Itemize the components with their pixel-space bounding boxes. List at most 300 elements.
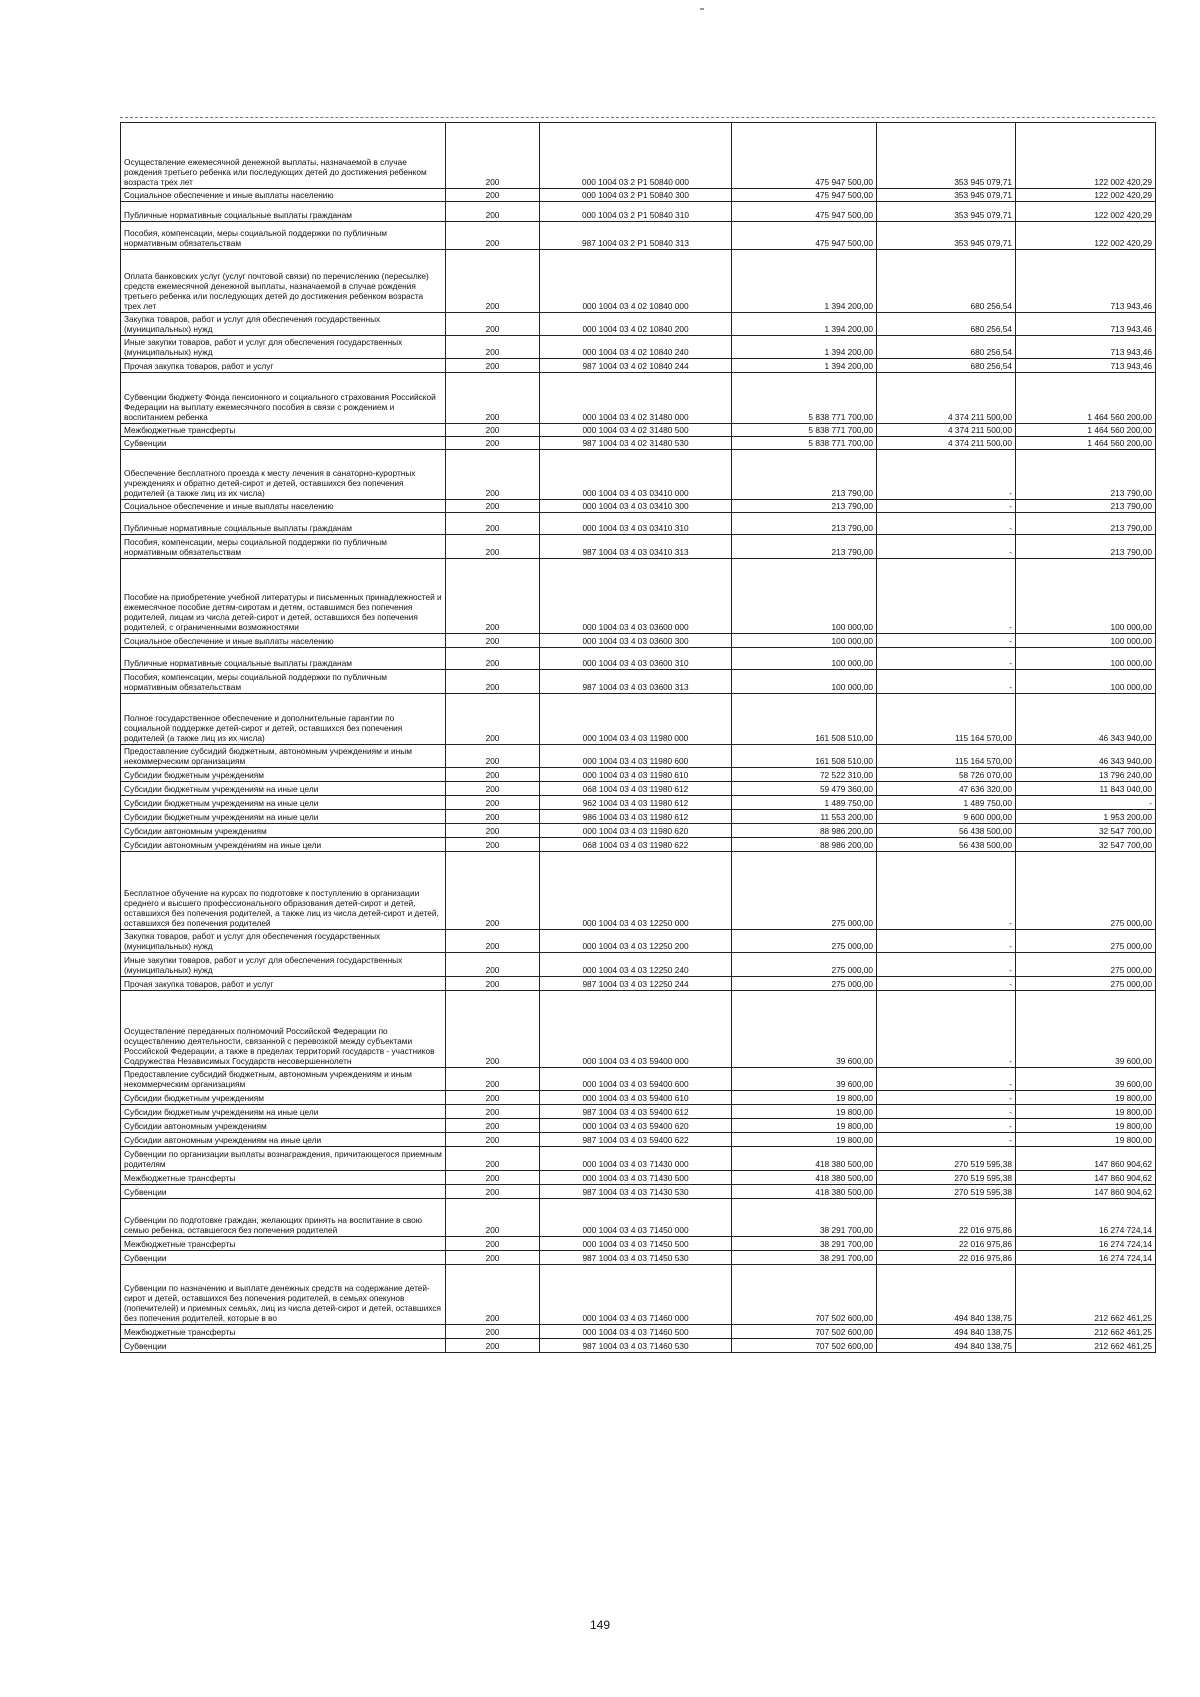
row-kbk-cell: 000 1004 03 4 03 12250 200 [540, 930, 732, 953]
row-approved-cell: 5 838 771 700,00 [732, 373, 877, 424]
table-row [121, 953, 1156, 977]
table-row [121, 852, 1156, 930]
row-code-cell: 200 [446, 1105, 540, 1119]
table-row [121, 810, 1156, 824]
row-kbk-cell: 000 1004 03 4 03 03600 300 [540, 634, 732, 648]
row-name-cell: Субсидии автономным учреждениям на иные цели [121, 838, 446, 852]
table-row [121, 694, 1156, 745]
row-approved-cell: 39 600,00 [732, 1068, 877, 1091]
row-executed-cell: 353 945 079,71 [877, 202, 1016, 222]
table-row [121, 437, 1156, 450]
row-remaining-cell: 122 002 420,29 [1016, 202, 1156, 222]
table-row [121, 991, 1156, 1068]
row-executed-cell: 270 519 595,38 [877, 1185, 1016, 1199]
row-kbk-cell: 987 1004 03 4 03 59400 612 [540, 1105, 732, 1119]
row-code-cell: 200 [446, 953, 540, 977]
row-remaining-cell: 213 790,00 [1016, 513, 1156, 535]
row-kbk-cell: 986 1004 03 4 03 11980 612 [540, 810, 732, 824]
row-name-cell: Субвенции по организации выплаты вознаграждения, причитающегося приемным родителям [121, 1147, 446, 1171]
row-code-cell: 200 [446, 450, 540, 500]
row-name-cell: Социальное обеспечение и иные выплаты населению [121, 189, 446, 202]
row-code-cell: 200 [446, 1147, 540, 1171]
table-row [121, 1339, 1156, 1353]
row-executed-cell: 270 519 595,38 [877, 1147, 1016, 1171]
table-row [121, 123, 1156, 189]
row-executed-cell: 353 945 079,71 [877, 189, 1016, 202]
table-row [121, 373, 1156, 424]
row-name-cell: Публичные нормативные социальные выплаты гражданам [121, 513, 446, 535]
row-code-cell: 200 [446, 559, 540, 634]
row-kbk-cell: 000 1004 03 4 03 11980 600 [540, 745, 732, 768]
row-name-cell: Осуществление переданных полномочий Российской Федерации по осуществлению деятельности, связанной с перевозкой между субъектами Российской Федерации, а также в пределах территорий государств - участников Содружества Независимых Государств несовершеннолетн [121, 991, 446, 1068]
row-kbk-cell: 987 1004 03 4 03 71460 530 [540, 1339, 732, 1353]
row-executed-cell: 22 016 975,86 [877, 1199, 1016, 1237]
row-remaining-cell: 19 800,00 [1016, 1105, 1156, 1119]
row-name-cell: Субсидии бюджетным учреждениям на иные цели [121, 796, 446, 810]
row-code-cell: 200 [446, 1199, 540, 1237]
row-name-cell: Пособия, компенсации, меры социальной поддержки по публичным нормативным обязательствам [121, 535, 446, 559]
row-approved-cell: 5 838 771 700,00 [732, 424, 877, 437]
row-remaining-cell: 39 600,00 [1016, 1068, 1156, 1091]
row-approved-cell: 213 790,00 [732, 500, 877, 513]
row-remaining-cell: 46 343 940,00 [1016, 745, 1156, 768]
row-executed-cell: 22 016 975,86 [877, 1237, 1016, 1251]
table-row [121, 1199, 1156, 1237]
row-kbk-cell: 987 1004 03 4 02 10840 244 [540, 359, 732, 373]
page-number: 149 [589, 1618, 611, 1632]
row-kbk-cell: 987 1004 03 2 P1 50840 313 [540, 222, 732, 250]
row-approved-cell: 707 502 600,00 [732, 1325, 877, 1339]
table-row [121, 1147, 1156, 1171]
row-executed-cell: 680 256,54 [877, 313, 1016, 336]
row-approved-cell: 161 508 510,00 [732, 694, 877, 745]
row-remaining-cell: 713 943,46 [1016, 359, 1156, 373]
row-name-cell: Предоставление субсидий бюджетным, автономным учреждениям и иным некоммерческим организациям [121, 745, 446, 768]
table-row [121, 559, 1156, 634]
row-approved-cell: 418 380 500,00 [732, 1171, 877, 1185]
row-remaining-cell: 275 000,00 [1016, 953, 1156, 977]
row-name-cell: Субсидии бюджетным учреждениям [121, 1091, 446, 1105]
row-approved-cell: 418 380 500,00 [732, 1147, 877, 1171]
row-name-cell: Межбюджетные трансферты [121, 1171, 446, 1185]
table-row [121, 782, 1156, 796]
table-row [121, 1091, 1156, 1105]
row-remaining-cell: 13 796 240,00 [1016, 768, 1156, 782]
row-remaining-cell: 275 000,00 [1016, 977, 1156, 991]
row-approved-cell: 275 000,00 [732, 930, 877, 953]
row-executed-cell: 494 840 138,75 [877, 1265, 1016, 1325]
row-kbk-cell: 000 1004 03 4 03 71460 500 [540, 1325, 732, 1339]
table-row [121, 250, 1156, 313]
row-remaining-cell: 212 662 461,25 [1016, 1325, 1156, 1339]
row-executed-cell: 115 164 570,00 [877, 745, 1016, 768]
row-name-cell: Субвенции по назначению и выплате денежных средств на содержание детей-сирот и детей, оставшихся без попечения родителей, в семьях опекунов (попечителей) и приемных семьях, лиц из числа детей-сирот и детей, оставшихся без попечения родителей, которые в во [121, 1265, 446, 1325]
row-approved-cell: 100 000,00 [732, 670, 877, 694]
row-kbk-cell: 000 1004 03 4 02 10840 200 [540, 313, 732, 336]
row-remaining-cell: 122 002 420,29 [1016, 222, 1156, 250]
row-approved-cell: 707 502 600,00 [732, 1339, 877, 1353]
row-name-cell: Субвенции [121, 437, 446, 450]
table-row [121, 838, 1156, 852]
row-name-cell: Публичные нормативные социальные выплаты гражданам [121, 202, 446, 222]
row-code-cell: 200 [446, 535, 540, 559]
table-row [121, 222, 1156, 250]
row-code-cell: 200 [446, 336, 540, 359]
row-code-cell: 200 [446, 782, 540, 796]
table-row [121, 450, 1156, 500]
row-remaining-cell: 100 000,00 [1016, 559, 1156, 634]
row-name-cell: Субсидии автономным учреждениям на иные цели [121, 1133, 446, 1147]
row-kbk-cell: 000 1004 03 4 03 71450 000 [540, 1199, 732, 1237]
row-approved-cell: 213 790,00 [732, 513, 877, 535]
row-kbk-cell: 987 1004 03 4 02 31480 530 [540, 437, 732, 450]
row-executed-cell: 58 726 070,00 [877, 768, 1016, 782]
row-approved-cell: 475 947 500,00 [732, 202, 877, 222]
row-remaining-cell: 32 547 700,00 [1016, 824, 1156, 838]
row-executed-cell: - [877, 1105, 1016, 1119]
table-row [121, 359, 1156, 373]
row-executed-cell: 680 256,54 [877, 250, 1016, 313]
row-remaining-cell: 32 547 700,00 [1016, 838, 1156, 852]
row-code-cell: 200 [446, 222, 540, 250]
table-row [121, 513, 1156, 535]
row-remaining-cell: 147 860 904,62 [1016, 1185, 1156, 1199]
row-code-cell: 200 [446, 634, 540, 648]
row-approved-cell: 100 000,00 [732, 559, 877, 634]
row-executed-cell: - [877, 559, 1016, 634]
table-row [121, 1105, 1156, 1119]
row-kbk-cell: 000 1004 03 4 02 31480 000 [540, 373, 732, 424]
row-name-cell: Субсидии бюджетным учреждениям на иные цели [121, 1105, 446, 1119]
row-approved-cell: 100 000,00 [732, 648, 877, 670]
row-approved-cell: 100 000,00 [732, 634, 877, 648]
row-approved-cell: 38 291 700,00 [732, 1199, 877, 1237]
row-approved-cell: 275 000,00 [732, 852, 877, 930]
row-executed-cell: - [877, 953, 1016, 977]
row-name-cell: Иные закупки товаров, работ и услуг для обеспечения государственных (муниципальных) нужд [121, 953, 446, 977]
row-approved-cell: 707 502 600,00 [732, 1265, 877, 1325]
table-row [121, 189, 1156, 202]
row-name-cell: Социальное обеспечение и иные выплаты населению [121, 634, 446, 648]
row-code-cell: 200 [446, 513, 540, 535]
row-executed-cell: - [877, 670, 1016, 694]
row-executed-cell: - [877, 991, 1016, 1068]
table-row [121, 1068, 1156, 1091]
row-code-cell: 200 [446, 1265, 540, 1325]
row-executed-cell: - [877, 513, 1016, 535]
row-executed-cell: 1 489 750,00 [877, 796, 1016, 810]
row-approved-cell: 475 947 500,00 [732, 189, 877, 202]
row-executed-cell: 115 164 570,00 [877, 694, 1016, 745]
row-kbk-cell: 987 1004 03 4 03 03600 313 [540, 670, 732, 694]
row-name-cell: Субсидии автономным учреждениям [121, 1119, 446, 1133]
row-remaining-cell: 1 464 560 200,00 [1016, 424, 1156, 437]
row-remaining-cell: - [1016, 796, 1156, 810]
row-remaining-cell: 122 002 420,29 [1016, 123, 1156, 189]
row-remaining-cell: 19 800,00 [1016, 1119, 1156, 1133]
row-name-cell: Социальное обеспечение и иные выплаты населению [121, 500, 446, 513]
row-approved-cell: 19 800,00 [732, 1119, 877, 1133]
row-kbk-cell: 000 1004 03 4 03 59400 600 [540, 1068, 732, 1091]
row-approved-cell: 88 986 200,00 [732, 824, 877, 838]
row-approved-cell: 475 947 500,00 [732, 123, 877, 189]
row-executed-cell: - [877, 852, 1016, 930]
row-code-cell: 200 [446, 500, 540, 513]
row-remaining-cell: 713 943,46 [1016, 336, 1156, 359]
row-remaining-cell: 212 662 461,25 [1016, 1339, 1156, 1353]
row-executed-cell: - [877, 930, 1016, 953]
table-row [121, 745, 1156, 768]
table-row [121, 977, 1156, 991]
row-code-cell: 200 [446, 670, 540, 694]
row-name-cell: Субвенции [121, 1339, 446, 1353]
row-kbk-cell: 000 1004 03 4 03 03600 310 [540, 648, 732, 670]
row-code-cell: 200 [446, 1133, 540, 1147]
row-approved-cell: 38 291 700,00 [732, 1237, 877, 1251]
row-code-cell: 200 [446, 359, 540, 373]
row-kbk-cell: 987 1004 03 4 03 03410 313 [540, 535, 732, 559]
row-remaining-cell: 147 860 904,62 [1016, 1147, 1156, 1171]
row-code-cell: 200 [446, 991, 540, 1068]
row-code-cell: 200 [446, 768, 540, 782]
row-kbk-cell: 000 1004 03 4 03 03600 000 [540, 559, 732, 634]
row-approved-cell: 19 800,00 [732, 1091, 877, 1105]
row-name-cell: Публичные нормативные социальные выплаты гражданам [121, 648, 446, 670]
table-row [121, 1133, 1156, 1147]
row-approved-cell: 275 000,00 [732, 977, 877, 991]
row-name-cell: Обеспечение бесплатного проезда к месту лечения в санаторно-курортных учреждениях и обратно детей-сирот и детей, оставшихся без попечения родителей (а также лиц из их числа) [121, 450, 446, 500]
row-code-cell: 200 [446, 123, 540, 189]
table-row [121, 930, 1156, 953]
row-name-cell: Бесплатное обучение на курсах по подготовке к поступлению в организации среднего и высшего профессионального образования детей-сирот и детей, оставшихся без попечения родителей, а также лиц из числа детей-сирот и детей, оставшихся без попечения родителей [121, 852, 446, 930]
table-row [121, 313, 1156, 336]
row-code-cell: 200 [446, 424, 540, 437]
row-kbk-cell: 000 1004 03 4 03 11980 000 [540, 694, 732, 745]
row-remaining-cell: 19 800,00 [1016, 1091, 1156, 1105]
table-row [121, 1237, 1156, 1251]
table-row [121, 424, 1156, 437]
row-kbk-cell: 000 1004 03 4 03 59400 000 [540, 991, 732, 1068]
row-code-cell: 200 [446, 313, 540, 336]
row-approved-cell: 88 986 200,00 [732, 838, 877, 852]
row-kbk-cell: 000 1004 03 4 02 10840 000 [540, 250, 732, 313]
row-approved-cell: 1 394 200,00 [732, 313, 877, 336]
row-code-cell: 200 [446, 189, 540, 202]
row-code-cell: 200 [446, 838, 540, 852]
row-remaining-cell: 16 274 724,14 [1016, 1237, 1156, 1251]
row-kbk-cell: 000 1004 03 4 03 03410 300 [540, 500, 732, 513]
row-name-cell: Пособия, компенсации, меры социальной поддержки по публичным нормативным обязательствам [121, 222, 446, 250]
row-code-cell: 200 [446, 1339, 540, 1353]
row-kbk-cell: 000 1004 03 4 03 12250 240 [540, 953, 732, 977]
row-executed-cell: 22 016 975,86 [877, 1251, 1016, 1265]
table-row [121, 634, 1156, 648]
row-remaining-cell: 16 274 724,14 [1016, 1199, 1156, 1237]
row-name-cell: Межбюджетные трансферты [121, 424, 446, 437]
row-kbk-cell: 000 1004 03 4 03 11980 620 [540, 824, 732, 838]
row-approved-cell: 19 800,00 [732, 1105, 877, 1119]
row-kbk-cell: 000 1004 03 4 03 59400 610 [540, 1091, 732, 1105]
row-name-cell: Прочая закупка товаров, работ и услуг [121, 359, 446, 373]
row-remaining-cell: 19 800,00 [1016, 1133, 1156, 1147]
row-remaining-cell: 213 790,00 [1016, 450, 1156, 500]
budget-table-body [121, 123, 1156, 1353]
row-remaining-cell: 275 000,00 [1016, 852, 1156, 930]
row-name-cell: Пособия, компенсации, меры социальной поддержки по публичным нормативным обязательствам [121, 670, 446, 694]
row-remaining-cell: 100 000,00 [1016, 634, 1156, 648]
row-executed-cell: - [877, 1133, 1016, 1147]
row-name-cell: Межбюджетные трансферты [121, 1325, 446, 1339]
row-kbk-cell: 068 1004 03 4 03 11980 622 [540, 838, 732, 852]
row-approved-cell: 19 800,00 [732, 1133, 877, 1147]
row-approved-cell: 213 790,00 [732, 450, 877, 500]
scan-artifact [700, 8, 704, 10]
row-remaining-cell: 275 000,00 [1016, 930, 1156, 953]
table-row [121, 1119, 1156, 1133]
row-code-cell: 200 [446, 1251, 540, 1265]
row-approved-cell: 475 947 500,00 [732, 222, 877, 250]
row-kbk-cell: 987 1004 03 4 03 59400 622 [540, 1133, 732, 1147]
row-kbk-cell: 000 1004 03 4 03 03410 000 [540, 450, 732, 500]
row-approved-cell: 418 380 500,00 [732, 1185, 877, 1199]
row-kbk-cell: 000 1004 03 4 03 71430 000 [540, 1147, 732, 1171]
row-executed-cell: 4 374 211 500,00 [877, 424, 1016, 437]
row-executed-cell: 4 374 211 500,00 [877, 373, 1016, 424]
row-executed-cell: 270 519 595,38 [877, 1171, 1016, 1185]
row-approved-cell: 5 838 771 700,00 [732, 437, 877, 450]
row-name-cell: Пособие на приобретение учебной литературы и письменных принадлежностей и ежемесячное пособие детям-сиротам и детям, оставшимся без попечения родителей, лицам из числа детей-сирот и детей, оставшихся без попечения родителей, с ограниченными возможностями [121, 559, 446, 634]
row-code-cell: 200 [446, 1325, 540, 1339]
budget-report-sheet [120, 122, 1155, 1353]
table-row [121, 1185, 1156, 1199]
row-remaining-cell: 213 790,00 [1016, 535, 1156, 559]
row-name-cell: Иные закупки товаров, работ и услуг для обеспечения государственных (муниципальных) нужд [121, 336, 446, 359]
row-approved-cell: 1 489 750,00 [732, 796, 877, 810]
row-code-cell: 200 [446, 745, 540, 768]
row-remaining-cell: 1 953 200,00 [1016, 810, 1156, 824]
row-code-cell: 200 [446, 1091, 540, 1105]
row-name-cell: Закупка товаров, работ и услуг для обеспечения государственных (муниципальных) нужд [121, 930, 446, 953]
row-name-cell: Предоставление субсидий бюджетным, автономным учреждениям и иным некоммерческим организациям [121, 1068, 446, 1091]
row-name-cell: Субвенции по подготовке граждан, желающих принять на воспитание в свою семью ребенка, оставшегося без попечения родителей [121, 1199, 446, 1237]
row-kbk-cell: 000 1004 03 4 02 31480 500 [540, 424, 732, 437]
row-approved-cell: 1 394 200,00 [732, 250, 877, 313]
budget-table [120, 122, 1156, 1353]
row-kbk-cell: 000 1004 03 2 P1 50840 310 [540, 202, 732, 222]
row-approved-cell: 39 600,00 [732, 991, 877, 1068]
row-code-cell: 200 [446, 1185, 540, 1199]
row-remaining-cell: 212 662 461,25 [1016, 1265, 1156, 1325]
row-approved-cell: 38 291 700,00 [732, 1251, 877, 1265]
row-code-cell: 200 [446, 810, 540, 824]
row-code-cell: 200 [446, 250, 540, 313]
row-remaining-cell: 147 860 904,62 [1016, 1171, 1156, 1185]
top-border [120, 117, 1155, 118]
table-row [121, 648, 1156, 670]
table-row [121, 500, 1156, 513]
row-approved-cell: 72 522 310,00 [732, 768, 877, 782]
row-name-cell: Субвенции [121, 1185, 446, 1199]
row-approved-cell: 275 000,00 [732, 953, 877, 977]
row-code-cell: 200 [446, 437, 540, 450]
row-approved-cell: 59 479 360,00 [732, 782, 877, 796]
row-name-cell: Прочая закупка товаров, работ и услуг [121, 977, 446, 991]
row-kbk-cell: 000 1004 03 4 02 10840 240 [540, 336, 732, 359]
row-kbk-cell: 987 1004 03 4 03 71430 530 [540, 1185, 732, 1199]
row-remaining-cell: 46 343 940,00 [1016, 694, 1156, 745]
row-name-cell: Субвенции бюджету Фонда пенсионного и социального страхования Российской Федерации на выплату ежемесячного пособия в связи с рождением и воспитанием ребенка [121, 373, 446, 424]
row-code-cell: 200 [446, 202, 540, 222]
row-kbk-cell: 000 1004 03 4 03 59400 620 [540, 1119, 732, 1133]
row-name-cell: Осуществление ежемесячной денежной выплаты, назначаемой в случае рождения третьего ребенка или последующих детей до достижения ребенком возраста трех лет [121, 123, 446, 189]
row-kbk-cell: 000 1004 03 4 03 12250 000 [540, 852, 732, 930]
row-kbk-cell: 068 1004 03 4 03 11980 612 [540, 782, 732, 796]
row-executed-cell: - [877, 1091, 1016, 1105]
row-remaining-cell: 1 464 560 200,00 [1016, 373, 1156, 424]
table-row [121, 535, 1156, 559]
row-remaining-cell: 213 790,00 [1016, 500, 1156, 513]
table-row [121, 1251, 1156, 1265]
row-executed-cell: 56 438 500,00 [877, 824, 1016, 838]
row-remaining-cell: 713 943,46 [1016, 313, 1156, 336]
table-row [121, 670, 1156, 694]
row-kbk-cell: 000 1004 03 4 03 71460 000 [540, 1265, 732, 1325]
row-executed-cell: 353 945 079,71 [877, 222, 1016, 250]
row-kbk-cell: 987 1004 03 4 03 71450 530 [540, 1251, 732, 1265]
row-kbk-cell: 962 1004 03 4 03 11980 612 [540, 796, 732, 810]
row-executed-cell: 353 945 079,71 [877, 123, 1016, 189]
row-executed-cell: 680 256,54 [877, 359, 1016, 373]
row-name-cell: Субвенции [121, 1251, 446, 1265]
row-name-cell: Субсидии бюджетным учреждениям [121, 768, 446, 782]
table-row [121, 1171, 1156, 1185]
table-row [121, 824, 1156, 838]
table-row [121, 1325, 1156, 1339]
row-kbk-cell: 000 1004 03 2 P1 50840 300 [540, 189, 732, 202]
row-executed-cell: 56 438 500,00 [877, 838, 1016, 852]
table-row [121, 796, 1156, 810]
row-remaining-cell: 100 000,00 [1016, 648, 1156, 670]
row-executed-cell: 494 840 138,75 [877, 1325, 1016, 1339]
row-executed-cell: - [877, 500, 1016, 513]
row-executed-cell: 9 600 000,00 [877, 810, 1016, 824]
row-approved-cell: 11 553 200,00 [732, 810, 877, 824]
row-remaining-cell: 713 943,46 [1016, 250, 1156, 313]
row-executed-cell: 47 636 320,00 [877, 782, 1016, 796]
row-kbk-cell: 987 1004 03 4 03 12250 244 [540, 977, 732, 991]
row-kbk-cell: 000 1004 03 4 03 71450 500 [540, 1237, 732, 1251]
row-name-cell: Оплата банковских услуг (услуг почтовой связи) по перечислению (пересылке) средств ежемесячной денежной выплаты, назначаемой в случае рождения третьего ребенка или последующих детей до достижения ребенком возраста трех лет [121, 250, 446, 313]
row-code-cell: 200 [446, 648, 540, 670]
row-executed-cell: 494 840 138,75 [877, 1339, 1016, 1353]
row-code-cell: 200 [446, 930, 540, 953]
row-kbk-cell: 000 1004 03 4 03 03410 310 [540, 513, 732, 535]
row-code-cell: 200 [446, 373, 540, 424]
row-name-cell: Закупка товаров, работ и услуг для обеспечения государственных (муниципальных) нужд [121, 313, 446, 336]
table-row [121, 1265, 1156, 1325]
row-name-cell: Субсидии автономным учреждениям [121, 824, 446, 838]
row-approved-cell: 213 790,00 [732, 535, 877, 559]
row-code-cell: 200 [446, 977, 540, 991]
row-code-cell: 200 [446, 1171, 540, 1185]
row-name-cell: Субсидии бюджетным учреждениям на иные цели [121, 782, 446, 796]
row-executed-cell: - [877, 977, 1016, 991]
row-executed-cell: - [877, 1068, 1016, 1091]
row-executed-cell: 4 374 211 500,00 [877, 437, 1016, 450]
row-name-cell: Субсидии бюджетным учреждениям на иные цели [121, 810, 446, 824]
row-executed-cell: - [877, 535, 1016, 559]
row-name-cell: Межбюджетные трансферты [121, 1237, 446, 1251]
